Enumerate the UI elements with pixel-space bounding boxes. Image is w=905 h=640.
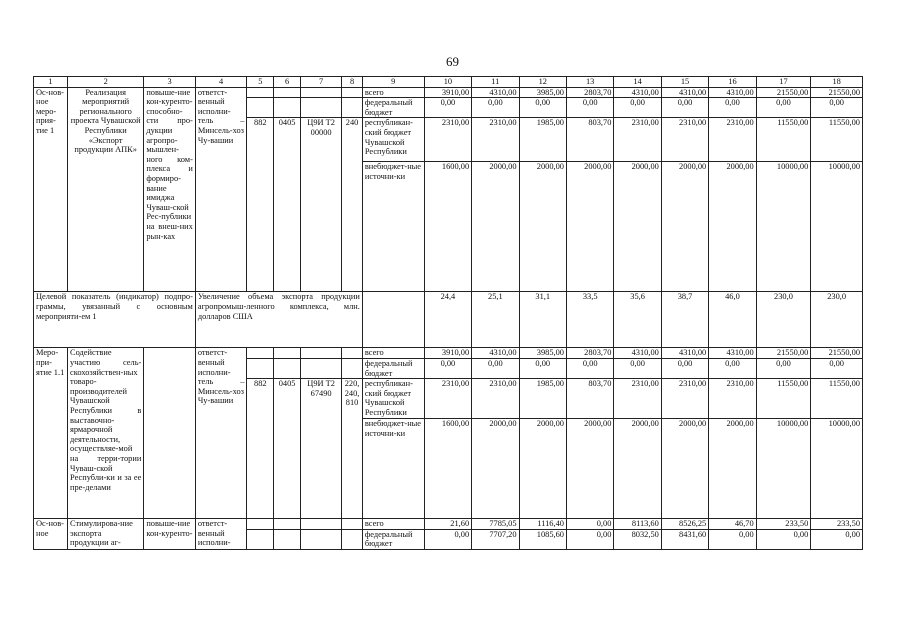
measure-code: Ос-нов-ное bbox=[34, 519, 68, 550]
funding-source: внебюджет-ные источни-ки bbox=[362, 419, 424, 519]
measure-executor: ответст-венный исполни- bbox=[195, 519, 247, 550]
table-row bbox=[34, 87, 863, 98]
value-cell: 2000,00 bbox=[614, 162, 661, 292]
value-cell: 2000,00 bbox=[566, 162, 613, 292]
table-row bbox=[34, 519, 863, 530]
value-cell: 2310,00 bbox=[614, 379, 661, 419]
value-cell: 0,00 bbox=[566, 98, 613, 118]
page-number: 69 bbox=[446, 54, 459, 69]
code-cell: Ц9И Т2 67490 bbox=[301, 379, 342, 519]
value-cell: 0,00 bbox=[811, 98, 863, 118]
value-cell: 1600,00 bbox=[424, 162, 471, 292]
indicator-value: 46,0 bbox=[709, 292, 756, 348]
funding-source: всего bbox=[362, 87, 424, 98]
measure-executor: ответст-венный исполни-тель – Минсель-хоз Чу-вашии bbox=[195, 348, 247, 519]
value-cell: 0,00 bbox=[811, 358, 863, 378]
measure-goal: повыше-ние кон-куренто- bbox=[144, 519, 196, 550]
value-cell: 11550,00 bbox=[811, 118, 863, 162]
value-cell: 2000,00 bbox=[709, 162, 756, 292]
value-cell: 2000,00 bbox=[566, 419, 613, 519]
header-cell: 17 bbox=[756, 77, 811, 88]
measure-goal: повыше-ние кон-куренто-способно-сти про-дукции агропро-мышлен-ного ком-плекса и формиро-вание имиджа Чуваш-ской Рес-публики на внеш-них рын-ках bbox=[144, 87, 196, 292]
value-cell: 0,00 bbox=[566, 358, 613, 378]
measure-code: Ос-нов-ное меро-прия-тие 1 bbox=[34, 87, 68, 292]
header-row bbox=[34, 77, 863, 88]
header-cell: 9 bbox=[362, 77, 424, 88]
value-cell: 10000,00 bbox=[756, 419, 811, 519]
header-cell: 7 bbox=[301, 77, 342, 88]
value-cell: 803,70 bbox=[566, 118, 613, 162]
code-cell: 882 bbox=[247, 379, 274, 519]
indicator-value: 24,4 bbox=[424, 292, 471, 348]
budget-table bbox=[33, 76, 863, 550]
measure-executor: ответст-венный исполни-тель – Минсель-хоз Чу-вашии bbox=[195, 87, 247, 292]
measure-title: Содействие участию сель-скохозяйствен-ных товаро-производителей Чувашской Республики в выставочно-ярмарочной деятельности, осуществляе-мой на терри-тории Чуваш-ской Республи-ки и за ее пре-делами bbox=[68, 348, 144, 519]
header-cell: 11 bbox=[472, 77, 519, 88]
value-cell: 0,00 bbox=[424, 529, 471, 549]
value-cell: 11550,00 bbox=[756, 379, 811, 419]
funding-source: федеральный бюджет bbox=[362, 98, 424, 118]
value-cell: 2310,00 bbox=[661, 118, 708, 162]
header-cell: 10 bbox=[424, 77, 471, 88]
value-cell: 0,00 bbox=[709, 358, 756, 378]
value-cell: 0,00 bbox=[519, 358, 566, 378]
funding-source: республикан-ский бюджет Чувашской Республики bbox=[362, 118, 424, 162]
indicator-label: Целевой показатель (индикатор) подпро-граммы, увязанный с основным мероприяти-ем 1 bbox=[34, 292, 196, 348]
value-cell: 10000,00 bbox=[811, 162, 863, 292]
funding-source: всего bbox=[362, 519, 424, 530]
indicator-row bbox=[34, 292, 863, 348]
funding-source: внебюджет-ные источни-ки bbox=[362, 162, 424, 292]
value-cell: 3910,00 bbox=[424, 87, 471, 98]
value-cell: 0,00 bbox=[424, 98, 471, 118]
funding-source: федеральный бюджет bbox=[362, 358, 424, 378]
code-cell: 0405 bbox=[274, 379, 301, 519]
header-cell: 18 bbox=[811, 77, 863, 88]
funding-source: всего bbox=[362, 348, 424, 359]
code-cell: 882 bbox=[247, 118, 274, 292]
value-cell: 11550,00 bbox=[756, 118, 811, 162]
value-cell: 0,00 bbox=[566, 529, 613, 549]
value-cell: 1085,60 bbox=[519, 529, 566, 549]
value-cell: 0,00 bbox=[756, 358, 811, 378]
value-cell: 1985,00 bbox=[519, 379, 566, 419]
value-cell: 46,70 bbox=[709, 519, 756, 530]
code-cell: 220, 240, 810 bbox=[342, 379, 363, 519]
value-cell: 0,00 bbox=[472, 98, 519, 118]
value-cell: 233,50 bbox=[756, 519, 811, 530]
code-cell: 240 bbox=[342, 118, 363, 292]
value-cell: 2310,00 bbox=[661, 379, 708, 419]
value-cell: 7707,20 bbox=[472, 529, 519, 549]
table-row bbox=[34, 348, 863, 359]
value-cell: 233,50 bbox=[811, 519, 863, 530]
value-cell: 8113,60 bbox=[614, 519, 661, 530]
funding-source: федеральный бюджет bbox=[362, 529, 424, 549]
value-cell: 1985,00 bbox=[519, 118, 566, 162]
value-cell: 0,00 bbox=[472, 358, 519, 378]
value-cell: 2310,00 bbox=[424, 379, 471, 419]
value-cell: 2000,00 bbox=[661, 419, 708, 519]
value-cell: 4310,00 bbox=[472, 348, 519, 359]
value-cell: 0,00 bbox=[661, 98, 708, 118]
value-cell: 4310,00 bbox=[661, 348, 708, 359]
value-cell: 0,00 bbox=[614, 358, 661, 378]
value-cell: 0,00 bbox=[756, 529, 811, 549]
header-cell: 4 bbox=[195, 77, 247, 88]
indicator-value: 33,5 bbox=[566, 292, 613, 348]
value-cell: 21550,00 bbox=[811, 87, 863, 98]
value-cell: 4310,00 bbox=[709, 348, 756, 359]
indicator-text: Увеличение объема экспорта продукции агропромыш-ленного комплекса, млн. долларов США bbox=[195, 292, 362, 348]
value-cell: 10000,00 bbox=[756, 162, 811, 292]
measure-title: Реализация мероприятий регионального проекта Чувашской Республики «Экспорт продукции АПК» bbox=[68, 87, 144, 292]
header-cell: 12 bbox=[519, 77, 566, 88]
funding-source: республикан-ский бюджет Чувашской Республики bbox=[362, 379, 424, 419]
value-cell: 0,00 bbox=[424, 358, 471, 378]
value-cell: 21,60 bbox=[424, 519, 471, 530]
value-cell: 11550,00 bbox=[811, 379, 863, 419]
measure-title: Стимулирова-ние экспорта продукции аг- bbox=[68, 519, 144, 550]
measure-code: Меро-при-ятие 1.1 bbox=[34, 348, 68, 519]
value-cell: 4310,00 bbox=[614, 87, 661, 98]
value-cell: 0,00 bbox=[756, 98, 811, 118]
header-cell: 3 bbox=[144, 77, 196, 88]
header-cell: 14 bbox=[614, 77, 661, 88]
indicator-value: 230,0 bbox=[756, 292, 811, 348]
header-cell: 13 bbox=[566, 77, 613, 88]
code-cell: Ц9И Т2 00000 bbox=[301, 118, 342, 292]
code-cell: 0405 bbox=[274, 118, 301, 292]
value-cell: 3985,00 bbox=[519, 87, 566, 98]
value-cell: 2000,00 bbox=[472, 162, 519, 292]
value-cell: 8526,25 bbox=[661, 519, 708, 530]
value-cell: 2310,00 bbox=[472, 379, 519, 419]
value-cell: 2310,00 bbox=[424, 118, 471, 162]
value-cell: 21550,00 bbox=[756, 87, 811, 98]
value-cell: 2310,00 bbox=[709, 379, 756, 419]
value-cell: 0,00 bbox=[661, 358, 708, 378]
value-cell: 2000,00 bbox=[709, 419, 756, 519]
header-cell: 15 bbox=[661, 77, 708, 88]
value-cell: 0,00 bbox=[709, 98, 756, 118]
value-cell: 8431,60 bbox=[661, 529, 708, 549]
value-cell: 2000,00 bbox=[661, 162, 708, 292]
indicator-value: 35,6 bbox=[614, 292, 661, 348]
header-cell: 16 bbox=[709, 77, 756, 88]
header-cell: 5 bbox=[247, 77, 274, 88]
value-cell: 0,00 bbox=[519, 98, 566, 118]
value-cell: 0,00 bbox=[811, 529, 863, 549]
indicator-value: 25,1 bbox=[472, 292, 519, 348]
value-cell: 3910,00 bbox=[424, 348, 471, 359]
value-cell: 4310,00 bbox=[709, 87, 756, 98]
value-cell: 2000,00 bbox=[472, 419, 519, 519]
indicator-value: 31,1 bbox=[519, 292, 566, 348]
value-cell: 803,70 bbox=[566, 379, 613, 419]
value-cell: 21550,00 bbox=[811, 348, 863, 359]
value-cell: 0,00 bbox=[709, 529, 756, 549]
measure-goal bbox=[144, 348, 196, 519]
indicator-value: 230,0 bbox=[811, 292, 863, 348]
value-cell: 4310,00 bbox=[614, 348, 661, 359]
header-cell: 6 bbox=[274, 77, 301, 88]
value-cell: 2803,70 bbox=[566, 87, 613, 98]
value-cell: 3985,00 bbox=[519, 348, 566, 359]
value-cell: 4310,00 bbox=[472, 87, 519, 98]
value-cell: 2310,00 bbox=[614, 118, 661, 162]
header-cell: 2 bbox=[68, 77, 144, 88]
value-cell: 8032,50 bbox=[614, 529, 661, 549]
value-cell: 2310,00 bbox=[709, 118, 756, 162]
value-cell: 0,00 bbox=[614, 98, 661, 118]
value-cell: 21550,00 bbox=[756, 348, 811, 359]
value-cell: 2000,00 bbox=[614, 419, 661, 519]
value-cell: 10000,00 bbox=[811, 419, 863, 519]
value-cell: 4310,00 bbox=[661, 87, 708, 98]
value-cell: 2310,00 bbox=[472, 118, 519, 162]
value-cell: 2000,00 bbox=[519, 162, 566, 292]
value-cell: 2000,00 bbox=[519, 419, 566, 519]
header-cell: 1 bbox=[34, 77, 68, 88]
value-cell: 7785,05 bbox=[472, 519, 519, 530]
value-cell: 2803,70 bbox=[566, 348, 613, 359]
value-cell: 1600,00 bbox=[424, 419, 471, 519]
header-cell: 8 bbox=[342, 77, 363, 88]
value-cell: 0,00 bbox=[566, 519, 613, 530]
value-cell: 1116,40 bbox=[519, 519, 566, 530]
indicator-value: 38,7 bbox=[661, 292, 708, 348]
